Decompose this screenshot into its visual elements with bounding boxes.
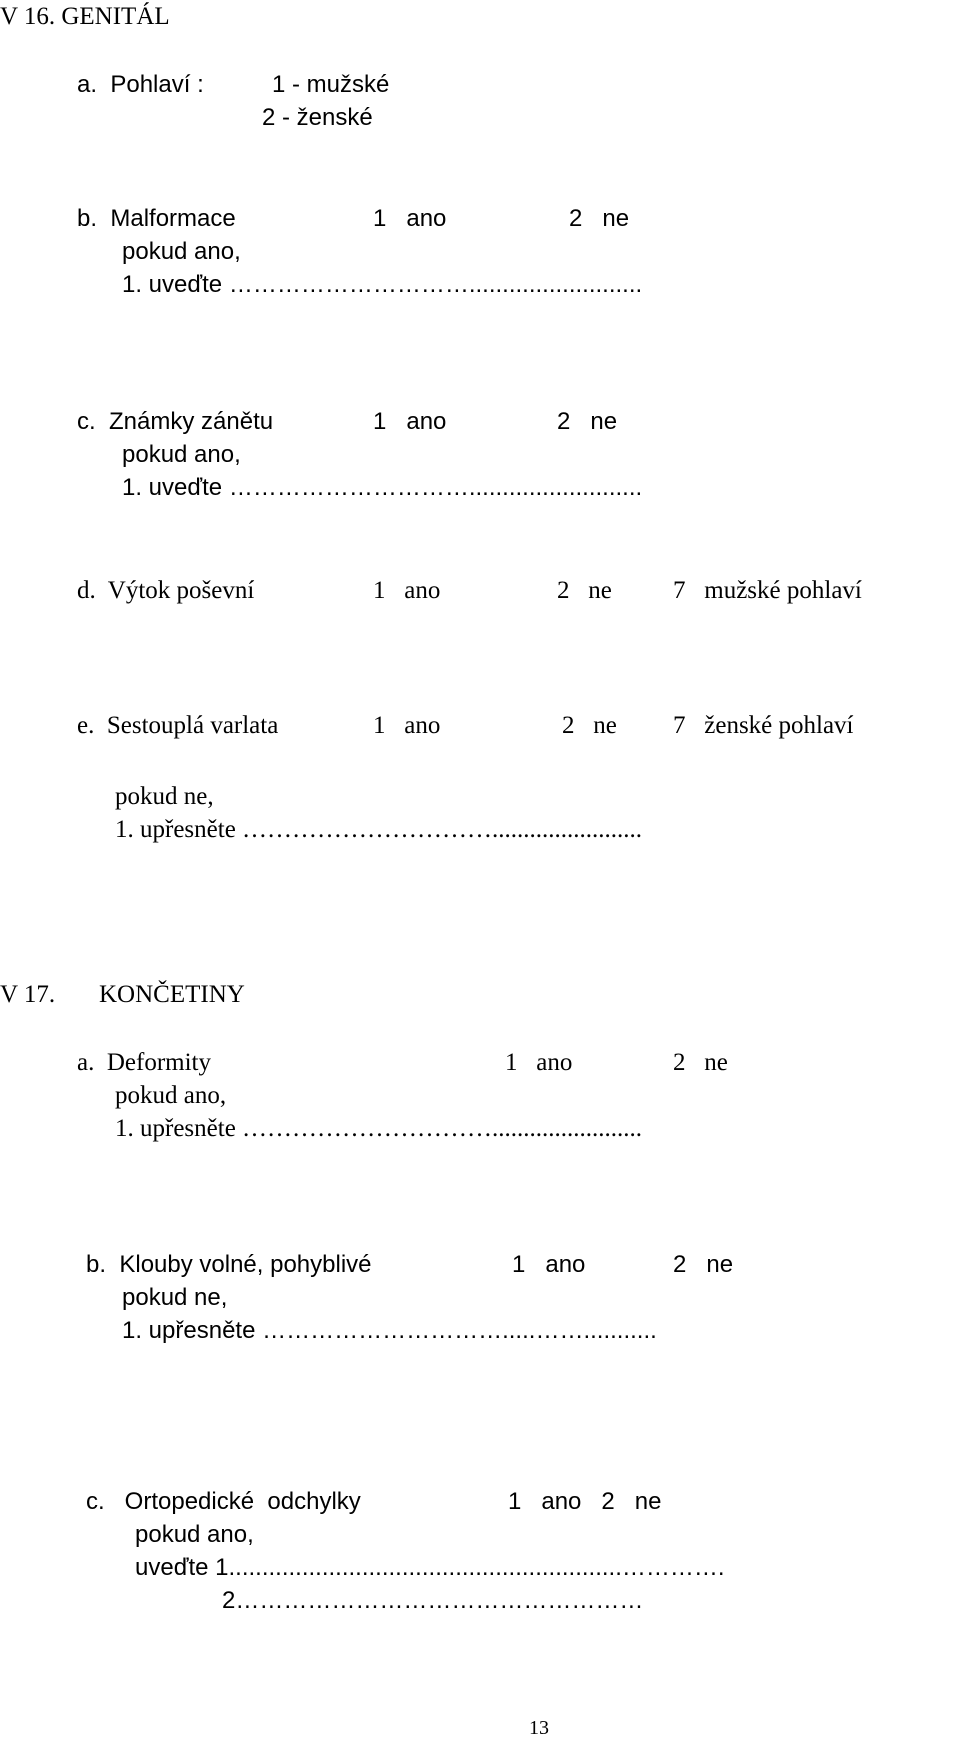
option-no: 2 ne xyxy=(557,577,612,604)
detail-line: 1. uveďte ………………………….......................... xyxy=(122,474,643,501)
option-yes: 1 ano xyxy=(512,1251,586,1278)
option-no: 2 ne xyxy=(562,712,617,739)
section-number-v17: V 17. xyxy=(0,981,56,1008)
option-no: 2 ne xyxy=(673,1251,734,1278)
option-yes: 1 ano xyxy=(373,577,441,604)
question-b-label: b. Malformace xyxy=(77,205,236,232)
option-yes: 1 ano xyxy=(505,1049,573,1076)
option-female: 2 - ženské xyxy=(262,104,373,131)
option-no: 2 ne xyxy=(557,408,618,435)
section-heading-v16: V 16. GENITÁL xyxy=(0,3,170,30)
detail-line: 1. upřesněte ………………………….....……........... xyxy=(122,1317,657,1344)
detail-line: 1. uveďte ………………………….......................... xyxy=(122,271,643,298)
question-e-label: e. Sestouplá varlata xyxy=(77,712,279,739)
question-c-label: c. Ortopedické odchylky xyxy=(86,1488,361,1515)
option-no: 2 ne xyxy=(569,205,630,232)
condition-text: pokud ano, xyxy=(135,1521,254,1548)
option-yes-no: 1 ano 2 ne xyxy=(508,1488,662,1515)
detail-line-2: 2…………………………………………… xyxy=(222,1587,644,1614)
condition-text: pokud ano, xyxy=(115,1082,227,1109)
option-yes: 1 ano xyxy=(373,408,447,435)
option-yes: 1 ano xyxy=(373,712,441,739)
question-a-label: a. Deformity xyxy=(77,1049,211,1076)
condition-text: pokud ne, xyxy=(122,1284,228,1311)
detail-line: 1. upřesněte …………………………........................ xyxy=(115,1115,643,1142)
section-title-v17: KONČETINY xyxy=(99,981,245,1008)
question-d-label: d. Výtok poševní xyxy=(77,577,255,604)
option-male-sex: 7 mužské pohlaví xyxy=(673,577,862,604)
condition-text: pokud ano, xyxy=(122,238,241,265)
detail-line-1: uveďte 1...........................................................…………. xyxy=(135,1554,725,1581)
option-female-sex: 7 ženské pohlaví xyxy=(673,712,854,739)
option-yes: 1 ano xyxy=(373,205,447,232)
detail-line: 1. upřesněte …………………………........................ xyxy=(115,816,643,843)
condition-text: pokud ano, xyxy=(122,441,241,468)
question-a-label: a. Pohlaví : xyxy=(77,71,204,98)
option-no: 2 ne xyxy=(673,1049,728,1076)
condition-text: pokud ne, xyxy=(115,783,214,810)
question-b-label: b. Klouby volné, pohyblivé xyxy=(86,1251,372,1278)
option-male: 1 - mužské xyxy=(272,71,390,98)
question-c-label: c. Známky zánětu xyxy=(77,408,274,435)
page-number: 13 xyxy=(529,1717,549,1739)
